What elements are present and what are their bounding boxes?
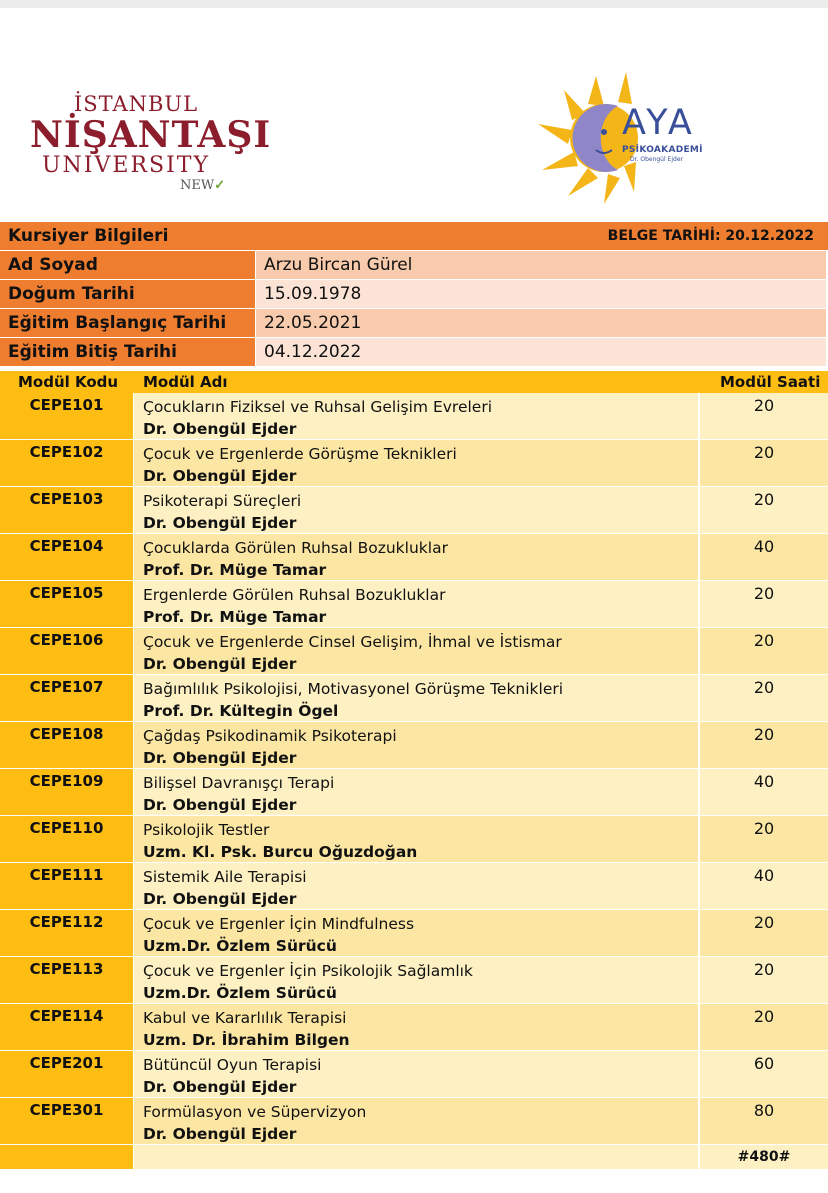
module-row bbox=[0, 440, 828, 487]
module-name: Çocuk ve Ergenlerde Cinsel Gelişim, İhmal ve İstismar bbox=[143, 633, 562, 651]
module-name-cell bbox=[134, 722, 699, 769]
module-hours: 20 bbox=[700, 910, 828, 957]
module-table-header bbox=[0, 371, 828, 393]
document-date: BELGE TARİHİ: 20.12.2022 bbox=[607, 228, 814, 244]
info-row bbox=[0, 251, 828, 280]
aya-logo-subtitle: PSİKOAKADEMİ bbox=[622, 145, 703, 155]
info-value: 15.09.1978 bbox=[256, 280, 826, 308]
module-instructor: Uzm.Dr. Özlem Sürücü bbox=[143, 937, 337, 955]
info-row bbox=[0, 309, 828, 338]
module-name: Çocuk ve Ergenler İçin Psikolojik Sağlamlık bbox=[143, 962, 473, 980]
module-code: CEPE110 bbox=[0, 816, 133, 863]
module-name: Çocuklarda Görülen Ruhsal Bozukluklar bbox=[143, 539, 448, 557]
info-row bbox=[0, 280, 828, 309]
university-new-tag: NEW✓ bbox=[180, 178, 226, 193]
module-name: Çocuk ve Ergenlerde Görüşme Teknikleri bbox=[143, 445, 457, 463]
col-header-code: Modül Kodu bbox=[18, 373, 119, 391]
module-name: Bağımlılık Psikolojisi, Motivasyonel Görüşme Teknikleri bbox=[143, 680, 564, 698]
info-label: Eğitim Başlangıç Tarihi bbox=[0, 309, 255, 337]
module-instructor: Dr. Obengül Ejder bbox=[143, 514, 297, 532]
module-code: CEPE111 bbox=[0, 863, 133, 910]
module-instructor: Uzm. Dr. İbrahim Bilgen bbox=[143, 1031, 350, 1049]
module-instructor: Dr. Obengül Ejder bbox=[143, 796, 297, 814]
module-name: Psikoterapi Süreçleri bbox=[143, 492, 302, 510]
university-logo-line1: İSTANBUL bbox=[73, 92, 199, 116]
module-name: Bilişsel Davranışçı Terapi bbox=[143, 774, 335, 792]
info-value: 22.05.2021 bbox=[256, 309, 826, 337]
module-row bbox=[0, 769, 828, 816]
module-name: Çağdaş Psikodinamik Psikoterapi bbox=[143, 727, 397, 745]
module-name-cell bbox=[134, 534, 699, 581]
module-name-cell bbox=[134, 675, 699, 722]
total-name-cell bbox=[134, 1145, 699, 1169]
module-name: Kabul ve Kararlılık Terapisi bbox=[143, 1009, 347, 1027]
module-row bbox=[0, 581, 828, 628]
module-instructor: Uzm.Dr. Özlem Sürücü bbox=[143, 984, 337, 1002]
module-hours: 20 bbox=[700, 675, 828, 722]
module-hours: 40 bbox=[700, 769, 828, 816]
module-code: CEPE114 bbox=[0, 1004, 133, 1051]
module-hours: 20 bbox=[700, 393, 828, 440]
module-name-cell bbox=[134, 628, 699, 675]
info-label: Doğum Tarihi bbox=[0, 280, 255, 308]
info-header-row bbox=[0, 222, 828, 251]
module-instructor: Dr. Obengül Ejder bbox=[143, 420, 297, 438]
module-row bbox=[0, 628, 828, 675]
module-instructor: Prof. Dr. Müge Tamar bbox=[143, 608, 327, 626]
module-code: CEPE102 bbox=[0, 440, 133, 487]
info-label: Eğitim Bitiş Tarihi bbox=[0, 338, 255, 366]
module-name-cell bbox=[134, 440, 699, 487]
module-name: Bütüncül Oyun Terapisi bbox=[143, 1056, 322, 1074]
module-instructor: Dr. Obengül Ejder bbox=[143, 890, 297, 908]
module-row bbox=[0, 722, 828, 769]
module-name-cell bbox=[134, 957, 699, 1004]
module-name: Ergenlerde Görülen Ruhsal Bozukluklar bbox=[143, 586, 446, 604]
module-name-cell bbox=[134, 1098, 699, 1145]
module-hours: 40 bbox=[700, 863, 828, 910]
aya-logo-subtitle2: Dr. Obengül Ejder bbox=[630, 156, 683, 163]
total-row bbox=[0, 1145, 828, 1169]
module-instructor: Dr. Obengül Ejder bbox=[143, 1078, 297, 1096]
module-row bbox=[0, 393, 828, 440]
university-logo-line3: UNIVERSITY bbox=[42, 153, 210, 178]
aya-logo-word: AYA bbox=[622, 103, 695, 143]
module-row bbox=[0, 1051, 828, 1098]
module-name-cell bbox=[134, 769, 699, 816]
module-hours: 40 bbox=[700, 534, 828, 581]
module-name: Psikolojik Testler bbox=[143, 821, 270, 839]
module-row bbox=[0, 816, 828, 863]
info-row bbox=[0, 338, 828, 367]
info-value: 04.12.2022 bbox=[256, 338, 826, 366]
module-hours: 20 bbox=[700, 581, 828, 628]
module-rows bbox=[0, 393, 828, 1145]
module-hours: 20 bbox=[700, 628, 828, 675]
module-table bbox=[0, 371, 828, 1169]
module-code: CEPE109 bbox=[0, 769, 133, 816]
module-code: CEPE107 bbox=[0, 675, 133, 722]
module-name: Çocukların Fiziksel ve Ruhsal Gelişim Evreleri bbox=[143, 398, 493, 416]
module-row bbox=[0, 487, 828, 534]
module-instructor: Dr. Obengül Ejder bbox=[143, 1125, 297, 1143]
university-logo-line2: NİŞANTAŞI bbox=[30, 114, 272, 156]
module-row bbox=[0, 675, 828, 722]
module-name: Çocuk ve Ergenler İçin Mindfulness bbox=[143, 915, 415, 933]
info-value: Arzu Bircan Gürel bbox=[256, 251, 826, 279]
module-instructor: Dr. Obengül Ejder bbox=[143, 655, 297, 673]
module-name-cell bbox=[134, 910, 699, 957]
module-name-cell bbox=[134, 393, 699, 440]
module-name: Formülasyon ve Süpervizyon bbox=[143, 1103, 367, 1121]
module-code: CEPE301 bbox=[0, 1098, 133, 1145]
module-row bbox=[0, 1098, 828, 1145]
university-logo bbox=[30, 92, 272, 193]
module-hours: 20 bbox=[700, 440, 828, 487]
col-header-hours: Modül Saati bbox=[720, 373, 821, 391]
module-row bbox=[0, 1004, 828, 1051]
module-instructor: Prof. Dr. Kültegin Ögel bbox=[143, 702, 339, 720]
module-name-cell bbox=[134, 581, 699, 628]
module-instructor: Uzm. Kl. Psk. Burcu Oğuzdoğan bbox=[143, 843, 418, 861]
module-code: CEPE108 bbox=[0, 722, 133, 769]
module-code: CEPE112 bbox=[0, 910, 133, 957]
info-label: Ad Soyad bbox=[0, 251, 255, 279]
module-name-cell bbox=[134, 1051, 699, 1098]
total-hours: #480# bbox=[700, 1145, 828, 1169]
module-code: CEPE113 bbox=[0, 957, 133, 1004]
module-code: CEPE106 bbox=[0, 628, 133, 675]
module-hours: 20 bbox=[700, 957, 828, 1004]
module-name-cell bbox=[134, 487, 699, 534]
module-hours: 20 bbox=[700, 722, 828, 769]
module-instructor: Dr. Obengül Ejder bbox=[143, 467, 297, 485]
module-row bbox=[0, 957, 828, 1004]
module-code: CEPE105 bbox=[0, 581, 133, 628]
module-name-cell bbox=[134, 863, 699, 910]
module-hours: 20 bbox=[700, 816, 828, 863]
module-hours: 20 bbox=[700, 487, 828, 534]
module-code: CEPE201 bbox=[0, 1051, 133, 1098]
module-code: CEPE103 bbox=[0, 487, 133, 534]
total-code-cell bbox=[0, 1145, 133, 1169]
module-instructor: Dr. Obengül Ejder bbox=[143, 749, 297, 767]
module-row bbox=[0, 863, 828, 910]
module-instructor: Prof. Dr. Müge Tamar bbox=[143, 561, 327, 579]
module-code: CEPE104 bbox=[0, 534, 133, 581]
module-row bbox=[0, 910, 828, 957]
module-hours: 80 bbox=[700, 1098, 828, 1145]
module-code: CEPE101 bbox=[0, 393, 133, 440]
module-row bbox=[0, 534, 828, 581]
info-header-label: Kursiyer Bilgileri bbox=[8, 226, 169, 246]
col-header-name: Modül Adı bbox=[143, 373, 228, 391]
module-hours: 60 bbox=[700, 1051, 828, 1098]
module-name-cell bbox=[134, 816, 699, 863]
module-name: Sistemik Aile Terapisi bbox=[143, 868, 307, 886]
module-hours: 20 bbox=[700, 1004, 828, 1051]
module-name-cell bbox=[134, 1004, 699, 1051]
top-strip bbox=[0, 0, 828, 8]
participant-info bbox=[0, 222, 828, 367]
